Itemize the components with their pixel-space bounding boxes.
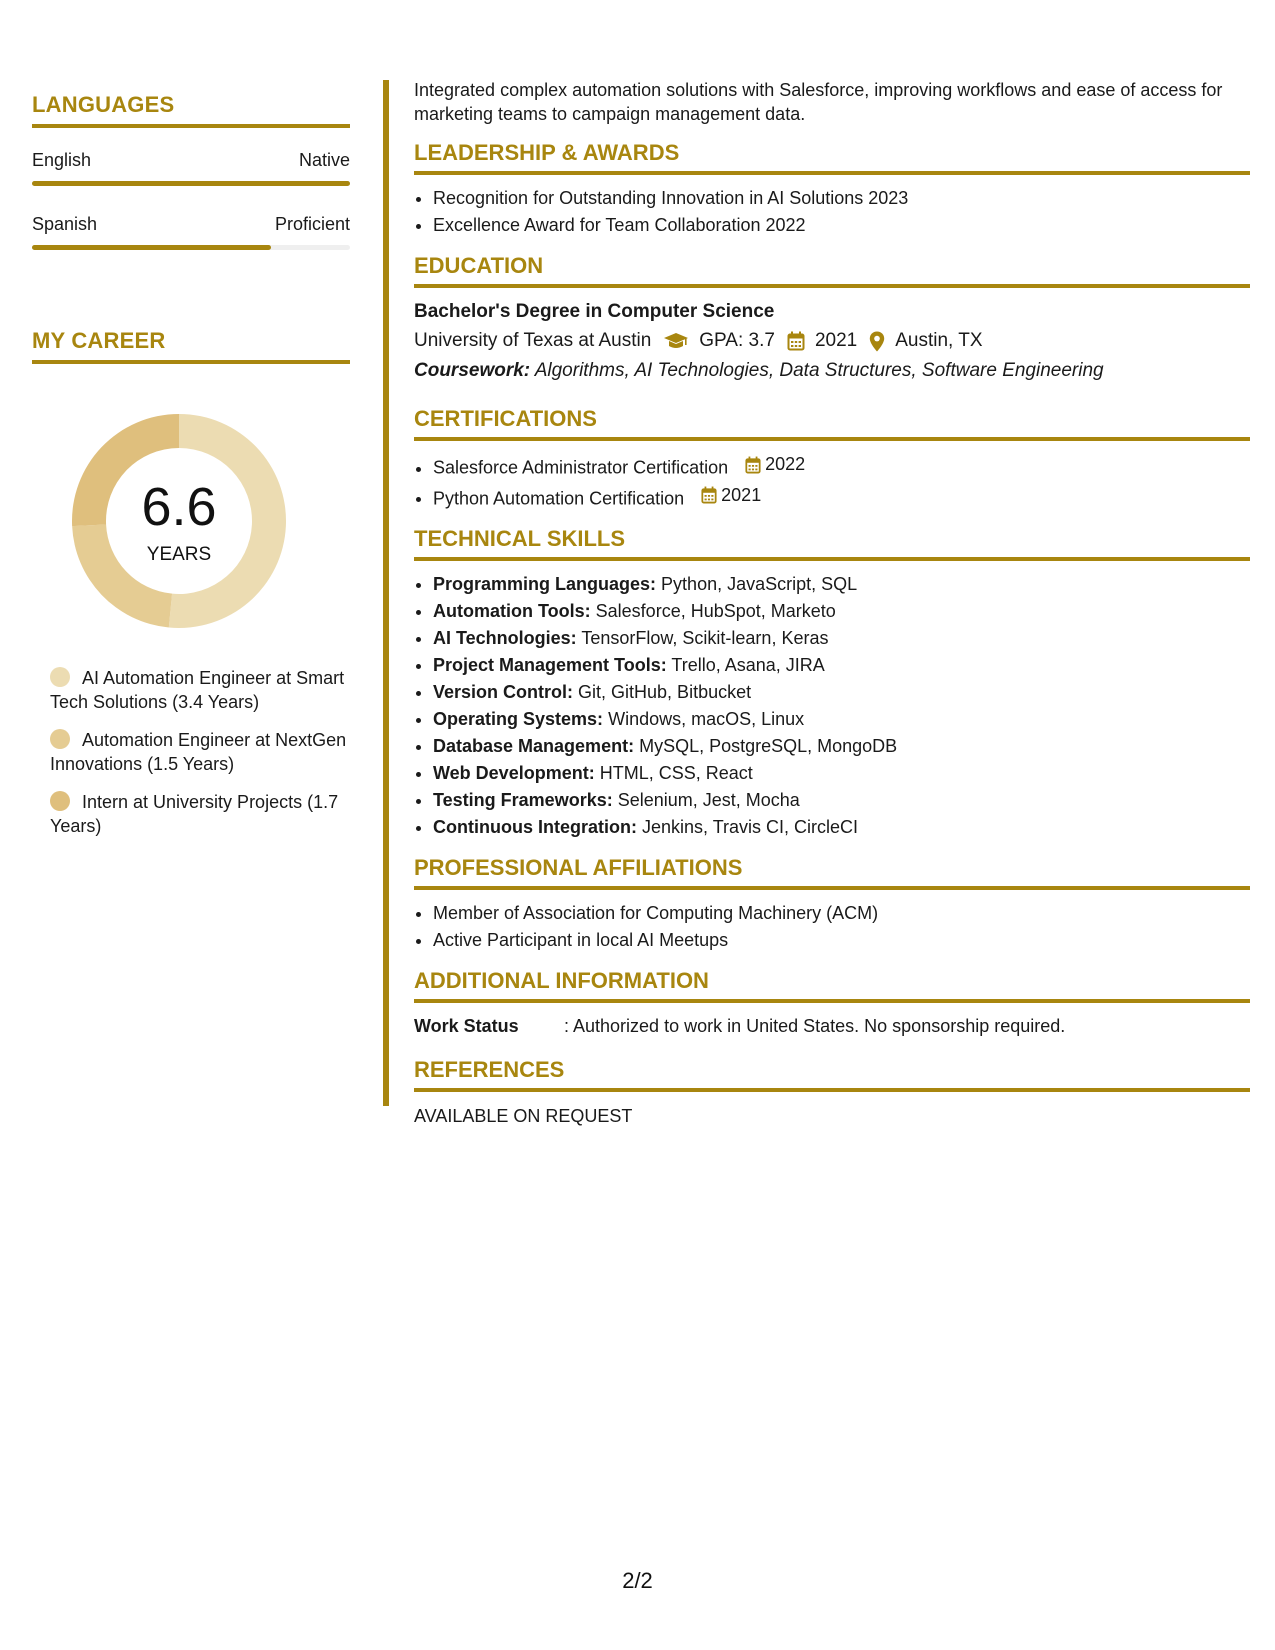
career-total: 6.6	[141, 477, 217, 537]
language-bar	[32, 181, 350, 186]
legend-item	[50, 728, 350, 776]
gpa: GPA: 3.7	[699, 330, 775, 351]
leadership-title: LEADERSHIP & AWARDS	[414, 140, 1250, 175]
skill-item	[433, 706, 1250, 733]
right-column	[414, 78, 1250, 1127]
skill-label: Automation Tools:	[433, 601, 591, 621]
cert-year: 2022	[765, 454, 806, 474]
legend-label: Intern at University Projects (1.7 Years)	[50, 792, 339, 836]
career-legend	[50, 666, 350, 838]
skill-value: Salesforce, HubSpot, Marketo	[595, 601, 836, 621]
location: Austin, TX	[895, 330, 983, 351]
legend-dot	[50, 791, 70, 811]
certifications-title: CERTIFICATIONS	[414, 406, 1250, 441]
left-column	[32, 92, 350, 852]
coursework	[414, 356, 1250, 386]
skill-label: Web Development:	[433, 763, 595, 783]
skill-value: Python, JavaScript, SQL	[661, 574, 858, 594]
language-bar	[32, 245, 350, 250]
info-key: Work Status	[414, 1016, 519, 1036]
skill-item	[433, 787, 1250, 814]
calendar-icon	[701, 486, 717, 504]
skill-item	[433, 679, 1250, 706]
education-section	[414, 253, 1250, 386]
info-value: : Authorized to work in United States. No sponsorship required.	[564, 1016, 1066, 1036]
column-divider	[383, 80, 389, 1106]
legend-item	[50, 666, 350, 714]
references-section	[414, 1057, 1250, 1127]
career-donut	[66, 408, 292, 634]
skill-item	[433, 760, 1250, 787]
skill-label: Programming Languages:	[433, 574, 657, 594]
language-item	[32, 150, 350, 186]
skill-item	[433, 814, 1250, 841]
skill-item	[433, 652, 1250, 679]
skill-label: Project Management Tools:	[433, 655, 667, 675]
skill-label: Operating Systems:	[433, 709, 604, 729]
list-item: • Recognition for Outstanding Innovation in AI Solutions 2023	[433, 185, 1250, 212]
career-unit: YEARS	[146, 544, 212, 565]
leadership-section	[414, 140, 1250, 239]
language-bar-fill	[32, 245, 271, 250]
affiliations-section	[414, 855, 1250, 954]
language-bar-fill	[32, 181, 350, 186]
career-title: MY CAREER	[32, 328, 350, 364]
skill-item	[433, 598, 1250, 625]
degree: Bachelor's Degree in Computer Science	[414, 301, 775, 322]
language-name: Spanish	[32, 214, 98, 234]
list-item: • Member of Association for Computing Machinery (ACM)	[433, 900, 1250, 927]
skill-value: Trello, Asana, JIRA	[671, 655, 825, 675]
cert-year-wrap	[701, 482, 761, 509]
list-item	[433, 482, 1250, 513]
legend-dot	[50, 729, 70, 749]
education-details	[414, 326, 1250, 356]
graduation-cap-icon	[663, 332, 689, 350]
language-item	[32, 214, 350, 250]
skill-label: Testing Frameworks:	[433, 790, 613, 810]
school: University of Texas at Austin	[414, 330, 652, 351]
skill-value: HTML, CSS, React	[599, 763, 753, 783]
skill-item	[433, 733, 1250, 760]
skill-item	[433, 625, 1250, 652]
legend-dot	[50, 667, 70, 687]
skill-label: AI Technologies:	[433, 628, 577, 648]
language-name: English	[32, 150, 92, 170]
skill-item	[433, 571, 1250, 598]
references-title: REFERENCES	[414, 1057, 1250, 1092]
skill-label: Version Control:	[433, 682, 574, 702]
skill-value: Windows, macOS, Linux	[608, 709, 805, 729]
references-text: AVAILABLE ON REQUEST	[414, 1106, 633, 1126]
language-level: Proficient	[274, 214, 350, 234]
legend-label: Automation Engineer at NextGen Innovations (1.5 Years)	[50, 730, 347, 774]
skills-section	[414, 526, 1250, 841]
additional-title: ADDITIONAL INFORMATION	[414, 968, 1250, 1003]
cert-name: Salesforce Administrator Certification	[433, 457, 729, 478]
skill-label: Continuous Integration:	[433, 817, 637, 837]
info-row	[414, 1013, 1250, 1039]
list-item	[433, 451, 1250, 482]
location-pin-icon	[869, 331, 885, 352]
coursework-label: Coursework:	[414, 360, 531, 381]
certifications-section	[414, 406, 1250, 512]
calendar-icon	[745, 456, 761, 474]
legend-item	[50, 790, 350, 838]
cert-year-wrap	[745, 451, 805, 478]
graduation-year: 2021	[814, 330, 858, 351]
affiliations-title: PROFESSIONAL AFFILIATIONS	[414, 855, 1250, 890]
skill-value: TensorFlow, Scikit-learn, Keras	[581, 628, 829, 648]
skill-value: Jenkins, Travis CI, CircleCI	[641, 817, 859, 837]
cert-name: Python Automation Certification	[433, 488, 685, 508]
skill-value: MySQL, PostgreSQL, MongoDB	[639, 736, 898, 756]
additional-section	[414, 968, 1250, 1039]
skills-title: TECHNICAL SKILLS	[414, 526, 1250, 561]
skill-value: Git, GitHub, Bitbucket	[578, 682, 752, 702]
list-item: • Active Participant in local AI Meetups	[433, 927, 1250, 954]
languages-title: LANGUAGES	[32, 92, 350, 128]
cert-year: 2021	[721, 484, 762, 505]
legend-label: AI Automation Engineer at Smart Tech Solutions (3.4 Years)	[50, 668, 345, 712]
language-level: Native	[298, 150, 350, 170]
calendar-icon	[787, 331, 805, 351]
skill-label: Database Management:	[433, 736, 635, 756]
page-number: 2/2	[622, 1568, 653, 1593]
education-title: EDUCATION	[414, 253, 1250, 288]
coursework-value: Algorithms, AI Technologies, Data Structures, Software Engineering	[534, 360, 1104, 381]
skill-value: Selenium, Jest, Mocha	[617, 790, 800, 810]
intro-text: Integrated complex automation solutions with Salesforce, improving workflows and ease of access for marketing teams to campaign management data.	[414, 80, 1223, 124]
list-item: • Excellence Award for Team Collaboration 2022	[433, 212, 1250, 239]
